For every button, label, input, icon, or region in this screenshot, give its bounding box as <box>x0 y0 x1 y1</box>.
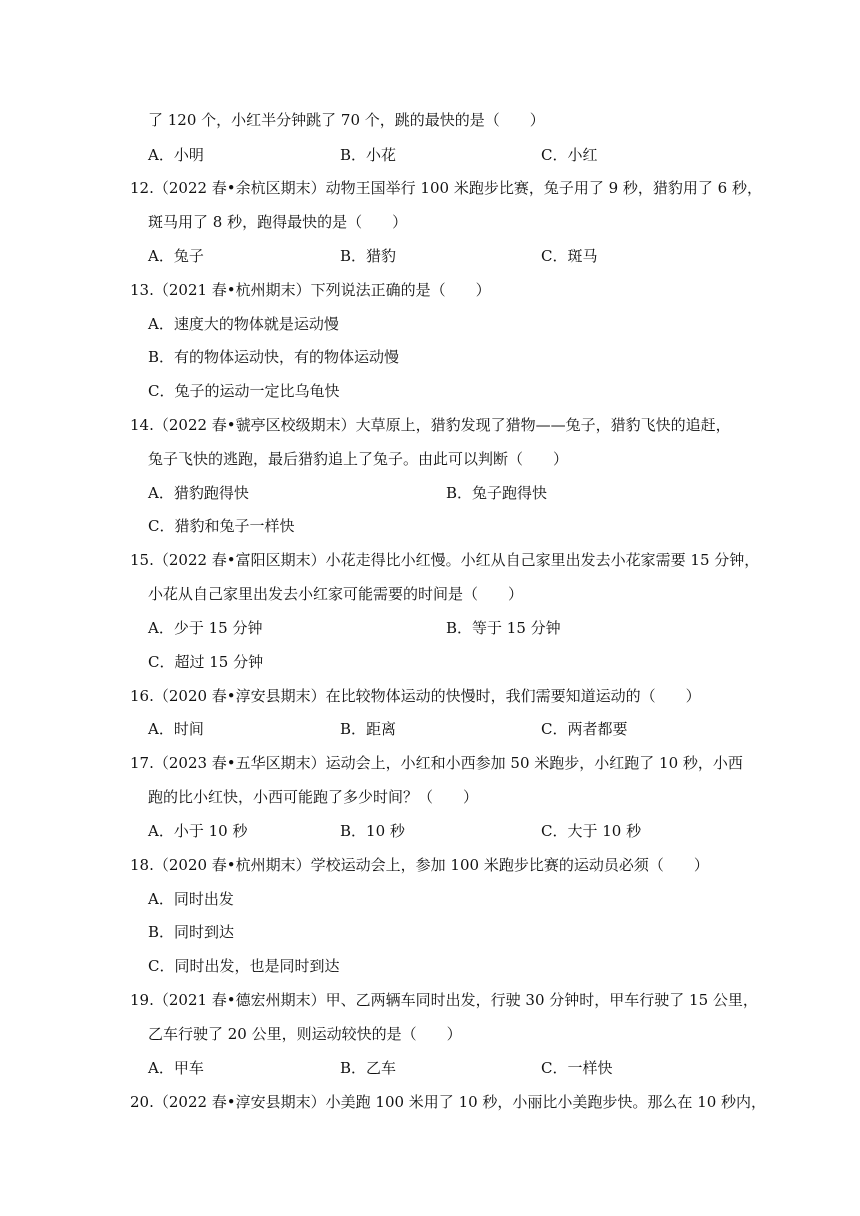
question-14-option-b[interactable]: B．兔子跑得快 <box>446 484 548 502</box>
question-19-option-c[interactable]: C．一样快 <box>541 1059 613 1077</box>
question-18-text: 18.（2020 春•杭州期末）学校运动会上，参加 100 米跑步比赛的运动员必须（ ） <box>130 856 709 874</box>
question-17-text-line1: 17.（2023 春•五华区期末）运动会上，小红和小西参加 50 米跑步，小红跑了 10 秒，小西 <box>130 754 743 772</box>
question-15-option-c[interactable]: C．超过 15 分钟 <box>148 653 264 671</box>
question-15-option-b[interactable]: B．等于 15 分钟 <box>446 619 561 637</box>
question-11-option-a[interactable]: A．小明 <box>148 146 204 164</box>
question-18-option-c[interactable]: C．同时出发，也是同时到达 <box>148 957 340 975</box>
question-14-option-a[interactable]: A．猎豹跑得快 <box>148 484 249 502</box>
question-16-option-b[interactable]: B．距离 <box>340 720 397 738</box>
question-15-text-line1: 15.（2022 春•富阳区期末）小花走得比小红慢。小红从自己家里出发去小花家需要 15 分钟， <box>130 551 760 569</box>
question-19-option-b[interactable]: B．乙车 <box>340 1059 397 1077</box>
question-11-text: 了 120 个，小红半分钟跳了 70 个，跳的最快的是（ ） <box>148 111 545 129</box>
question-11-option-b[interactable]: B．小花 <box>340 146 397 164</box>
question-17-option-a[interactable]: A．小于 10 秒 <box>148 822 248 840</box>
question-16-option-c[interactable]: C．两者都要 <box>541 720 628 738</box>
question-18-option-b[interactable]: B．同时到达 <box>148 923 235 941</box>
question-16-option-a[interactable]: A．时间 <box>148 720 204 738</box>
question-17-text-line2: 跑的比小红快，小西可能跑了多少时间？（ ） <box>148 788 479 806</box>
question-14-text-line1: 14.（2022 春•虢亭区校级期末）大草原上，猎豹发现了猎物——兔子，猎豹飞快的追赶， <box>130 416 731 434</box>
question-18-option-a[interactable]: A．同时出发 <box>148 890 234 908</box>
question-12-text-line2: 斑马用了 8 秒，跑得最快的是（ ） <box>148 213 408 231</box>
question-13-option-a[interactable]: A．速度大的物体就是运动慢 <box>148 315 339 333</box>
question-17-option-b[interactable]: B．10 秒 <box>340 822 405 840</box>
question-16-text: 16.（2020 春•淳安县期末）在比较物体运动的快慢时，我们需要知道运动的（ ） <box>130 687 701 705</box>
question-14-text-line2: 兔子飞快的逃跑，最后猎豹追上了兔子。由此可以判断（ ） <box>148 450 569 468</box>
question-17-option-c[interactable]: C．大于 10 秒 <box>541 822 642 840</box>
question-19-option-a[interactable]: A．甲车 <box>148 1059 204 1077</box>
question-13-text: 13.（2021 春•杭州期末）下列说法正确的是（ ） <box>130 281 491 299</box>
question-15-text-line2: 小花从自己家里出发去小红家可能需要的时间是（ ） <box>148 585 524 603</box>
question-13-option-b[interactable]: B．有的物体运动快，有的物体运动慢 <box>148 348 400 366</box>
question-12-option-c[interactable]: C．斑马 <box>541 247 598 265</box>
question-14-option-c[interactable]: C．猎豹和兔子一样快 <box>148 517 295 535</box>
question-19-text-line2: 乙车行驶了 20 公里，则运动较快的是（ ） <box>148 1025 462 1043</box>
question-20-text: 20.（2022 春•淳安县期末）小美跑 100 米用了 10 秒，小丽比小美跑步快。那么在 10 秒内， <box>130 1093 767 1111</box>
question-11-option-c[interactable]: C．小红 <box>541 146 598 164</box>
question-19-text-line1: 19.（2021 春•德宏州期末）甲、乙两辆车同时出发，行驶 30 分钟时，甲车行驶了 15 公里， <box>130 991 758 1009</box>
question-12-text-line1: 12.（2022 春•余杭区期末）动物王国举行 100 米跑步比赛，兔子用了 9 秒，猎豹用了 6 秒， <box>130 179 762 197</box>
question-13-option-c[interactable]: C．兔子的运动一定比乌龟快 <box>148 382 340 400</box>
question-12-option-a[interactable]: A．兔子 <box>148 247 204 265</box>
question-12-option-b[interactable]: B．猎豹 <box>340 247 397 265</box>
question-15-option-a[interactable]: A．少于 15 分钟 <box>148 619 263 637</box>
